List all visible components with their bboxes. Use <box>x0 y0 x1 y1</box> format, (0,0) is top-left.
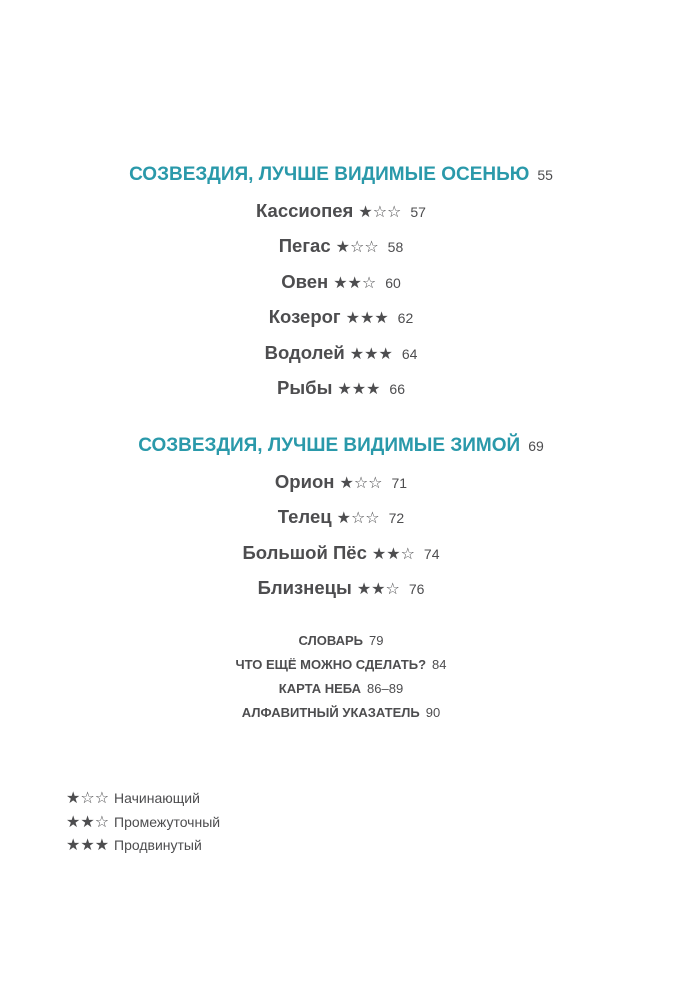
entry-name: Близнецы <box>257 577 352 599</box>
section-extras <box>0 628 682 724</box>
toc-extra-entry <box>0 628 682 652</box>
difficulty-stars-icon: ★☆☆ <box>336 508 380 528</box>
toc-entry <box>0 264 682 299</box>
difficulty-stars-icon: ★☆☆ <box>358 202 402 221</box>
entry-name: Кассиопея <box>256 200 354 221</box>
legend-label: Начинающий <box>114 790 200 806</box>
extra-page: 79 <box>368 633 384 648</box>
difficulty-legend <box>66 786 220 857</box>
entry-page: 62 <box>397 310 414 327</box>
extra-page: 86–89 <box>367 681 404 696</box>
entry-page: 76 <box>408 581 425 598</box>
legend-label: Продвинутый <box>114 837 202 853</box>
advanced-stars-icon: ★★★ <box>66 835 110 854</box>
entry-page: 71 <box>391 475 408 491</box>
difficulty-stars-icon: ★★★ <box>349 343 393 363</box>
toc-entry <box>0 370 682 405</box>
toc-entry <box>0 535 682 570</box>
extra-name: СЛОВАРЬ <box>298 633 363 648</box>
entry-name: Большой Пёс <box>242 541 367 563</box>
section-page: 69 <box>528 438 544 454</box>
toc-entry <box>0 228 682 263</box>
section-page: 55 <box>537 167 553 183</box>
legend-row <box>66 786 220 810</box>
extra-name: КАРТА НЕБА <box>278 681 362 696</box>
section-winter <box>0 428 682 606</box>
extra-page: 90 <box>425 705 441 720</box>
entry-name: Водолей <box>264 341 345 363</box>
section-title: СОЗВЕЗДИЯ, ЛУЧШЕ ВИДИМЫЕ ОСЕНЬЮ <box>129 164 530 185</box>
entry-page: 57 <box>410 204 426 220</box>
toc-entry <box>0 335 682 370</box>
toc-extra-entry <box>0 676 682 700</box>
section-title-row <box>0 157 682 193</box>
difficulty-stars-icon: ★☆☆ <box>339 473 383 492</box>
entry-name: Телец <box>277 506 332 528</box>
legend-row <box>66 810 220 834</box>
entry-page: 64 <box>401 345 418 362</box>
entry-name: Пегас <box>278 235 331 257</box>
entry-name: Орион <box>274 471 335 492</box>
entry-name: Рыбы <box>277 376 333 398</box>
difficulty-stars-icon: ★★☆ <box>371 543 415 563</box>
entry-page: 66 <box>389 380 405 397</box>
extra-name: ЧТО ЕЩЁ МОЖНО СДЕЛАТЬ? <box>235 657 427 672</box>
entry-page: 58 <box>387 239 404 256</box>
difficulty-stars-icon: ★☆☆ <box>335 237 379 257</box>
toc-entry <box>0 464 682 499</box>
entry-page: 74 <box>423 545 440 562</box>
entry-name: Козерог <box>268 306 341 328</box>
toc-extra-entry <box>0 652 682 676</box>
section-title-row <box>0 428 682 464</box>
toc-entry <box>0 499 682 534</box>
difficulty-stars-icon: ★★☆ <box>333 272 377 292</box>
toc-entry <box>0 193 682 228</box>
toc-extra-entry <box>0 700 682 724</box>
extra-name: АЛФАВИТНЫЙ УКАЗАТЕЛЬ <box>241 705 420 720</box>
toc-entry <box>0 299 682 334</box>
difficulty-stars-icon: ★★★ <box>337 378 381 398</box>
section-autumn <box>0 157 682 405</box>
entry-page: 72 <box>388 510 405 527</box>
legend-row <box>66 833 220 857</box>
difficulty-stars-icon: ★★☆ <box>356 579 400 599</box>
intermediate-stars-icon: ★★☆ <box>66 811 110 831</box>
entry-name: Овен <box>281 270 329 292</box>
difficulty-stars-icon: ★★★ <box>345 308 389 328</box>
entry-page: 60 <box>385 274 401 291</box>
beginner-stars-icon: ★☆☆ <box>66 788 110 807</box>
extra-page: 84 <box>432 657 447 672</box>
section-title: СОЗВЕЗДИЯ, ЛУЧШЕ ВИДИМЫЕ ЗИМОЙ <box>138 435 521 456</box>
legend-label: Промежуточный <box>114 813 221 830</box>
toc-entry <box>0 570 682 605</box>
